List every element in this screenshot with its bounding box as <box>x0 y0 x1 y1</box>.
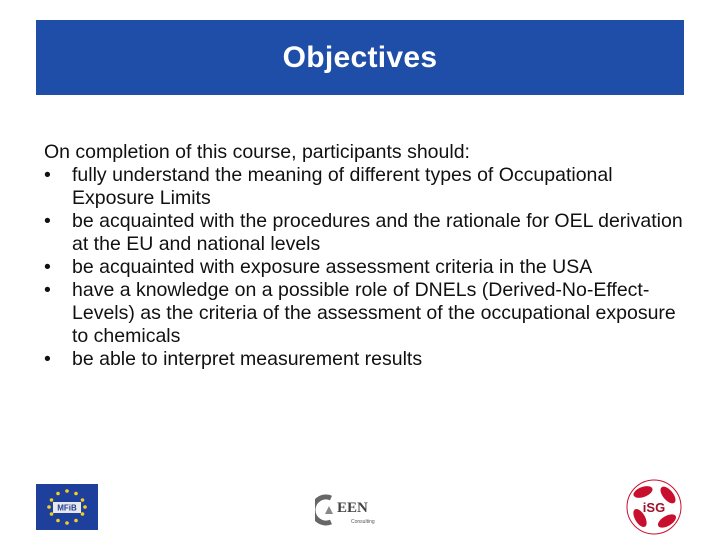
svg-text:Consulting: Consulting <box>351 519 375 525</box>
bullet-text: be acquainted with the procedures and the rationale for OEL derivation at the EU and national levels <box>72 210 683 255</box>
title-bar <box>36 20 684 95</box>
bullet-icon: • <box>44 279 51 301</box>
objectives-list <box>44 164 684 371</box>
bullet-text: be able to interpret measurement results <box>72 348 423 370</box>
svg-text:MFiB: MFiB <box>57 503 77 513</box>
isg-logo <box>623 478 685 536</box>
slide-body <box>44 141 684 371</box>
bullet-text: have a knowledge on a possible role of DNELs (Derived-No-Effect-Levels) as the criteria of the assessment of the occupational exposure to chemicals <box>72 279 676 347</box>
bullet-icon: • <box>44 164 51 186</box>
bullet-text: fully understand the meaning of different types of Occupational Exposure Limits <box>72 164 613 209</box>
ceen-logo <box>315 492 385 528</box>
eu-flag-logo <box>36 484 98 530</box>
list-item <box>44 256 684 279</box>
bullet-icon: • <box>44 210 51 232</box>
intro-text: On completion of this course, participants should: <box>44 141 470 163</box>
list-item <box>44 210 684 256</box>
bullet-text: be acquainted with exposure assessment criteria in the USA <box>72 256 593 278</box>
svg-text:EEN: EEN <box>337 500 368 516</box>
svg-text:iSG: iSG <box>642 500 666 515</box>
bullet-icon: • <box>44 256 51 278</box>
list-item <box>44 164 684 210</box>
list-item <box>44 348 684 371</box>
bullet-icon: • <box>44 348 51 370</box>
slide-title: Objectives <box>282 40 438 74</box>
list-item <box>44 279 684 348</box>
